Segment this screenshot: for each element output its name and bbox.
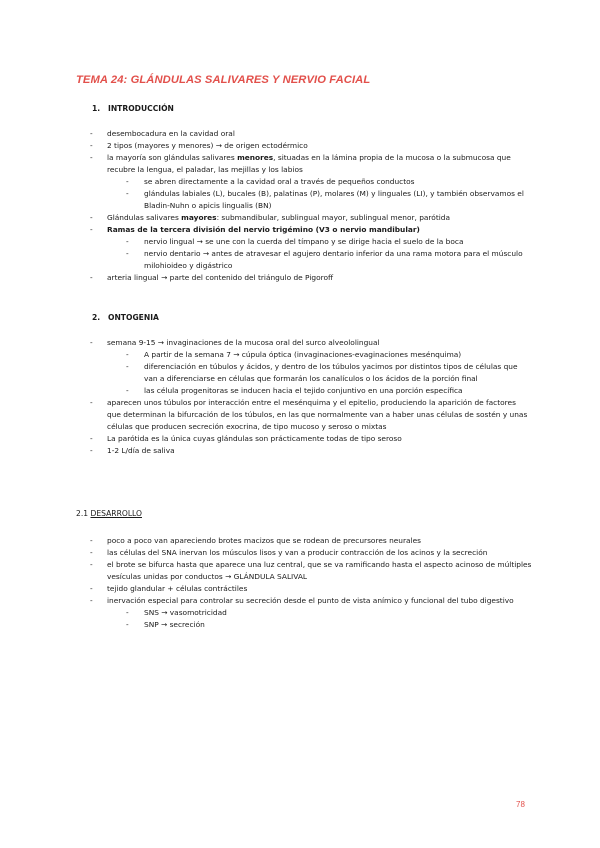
list-item: - arteria lingual → parte del contenido del triángulo de Pigoroff — [90, 273, 334, 282]
sublist — [126, 176, 532, 212]
section-1-list — [92, 128, 532, 284]
section-1-heading — [92, 104, 174, 113]
sublist — [126, 236, 532, 272]
sublist-item: - SNS → vasomotricidad — [126, 608, 227, 617]
list-item: - poco a poco van apareciendo brotes macizos que se rodean de precursores neurales — [90, 536, 422, 545]
section-2-list — [92, 337, 532, 457]
list-item: - tejido glandular + células contráctiles — [90, 584, 248, 593]
section-2-number: 2. — [92, 313, 101, 322]
section-2-1-heading — [76, 509, 142, 518]
section-2-1-number: 2.1 — [76, 509, 89, 518]
sublist-item: - nervio dentario → antes de atravesar el agujero dentario inferior da una rama motora para el músculo milohioideo y digástrico — [126, 249, 523, 270]
list-item: - 1-2 L/día de saliva — [90, 446, 175, 455]
list-item: - 2 tipos (mayores y menores) → de origen ectodérmico — [90, 141, 308, 150]
list-item: - Glándulas salivares mayores: submandibular, sublingual mayor, sublingual menor, parótida — [90, 213, 450, 222]
section-2-1-title: DESARROLLO — [90, 509, 142, 518]
section-2-1-list — [92, 535, 532, 631]
page-title: TEMA 24: GLÁNDULAS SALIVARES Y NERVIO FACIAL — [76, 74, 371, 86]
list-item: - Ramas de la tercera división del nervio trigémino (V3 o nervio mandibular) - nervio lingual → se une con la cuerda del tímpano y se dirige hacia el suelo de la boca - nervio dentario → antes de atravesar el agujero dentario inferior da una rama motora para el músculo milohioideo y digástrico — [92, 224, 532, 272]
list-item: - aparecen unos túbulos por interacción entre el mesénquima y el epitelio, produciendo la aparición de factores que determinan la bifurcación de los túbulos, en las que normalmente van a haber unas células de sostén y unas células que producen secreción exocrina, de tipo mucoso y seroso o mixtas — [90, 398, 528, 431]
page-number: 78 — [516, 800, 525, 809]
sublist-item: - A partir de la semana 7 → cúpula óptica (invaginaciones-evaginaciones mesénquima) — [126, 350, 462, 359]
sublist-item: - diferenciación en túbulos y ácidos, y dentro de los túbulos yacimos por distintos tipos de células que van a diferenciarse en células que formarán los canalículos o los ácidos de la porción final — [126, 362, 518, 383]
sublist-item: - se abren directamente a la cavidad oral a través de pequeños conductos — [126, 177, 415, 186]
sublist-item: - SNP → secreción — [126, 620, 205, 629]
list-item: - semana 9-15 → invaginaciones de la mucosa oral del surco alveololingual - A partir de la semana 7 → cúpula óptica (invaginaciones-evaginaciones mesénquima) - diferenciación en túbulos y ácidos, y dentro de los túbulos yacimos por distintos tipos de células que van a diferenciarse en células que formarán los canalículos o los ácidos de la porción final - las célula progenitoras se inducen hacia el tejido conjuntivo en una porción específica — [92, 337, 532, 397]
list-item: - el brote se bifurca hasta que aparece una luz central, que se va ramificando hasta el aspecto acinoso de múltiples vesículas unidas por conductos → GLÁNDULA SALIVAL — [90, 560, 532, 581]
section-1-title: INTRODUCCIÓN — [108, 104, 174, 113]
sublist-item: - glándulas labiales (L), bucales (B), palatinas (P), molares (M) y linguales (LI), y también observamos el Bladin-Nuhn o apicis lingualis (BN) — [126, 189, 524, 210]
section-2-title: ONTOGENIA — [108, 313, 159, 322]
list-item: - la mayoría son glándulas salivares menores, situadas en la lámina propia de la mucosa o la submucosa que recubre la lengua, el paladar, las mejillas y los labios - se abren directamente a la cavidad oral a través de pequeños conductos - glándulas labiales (L), bucales (B), palatinas (P), molares (M) y linguales (LI), y también observamos el Bladin-Nuhn o apicis lingualis (BN) — [92, 152, 532, 212]
sublist — [126, 607, 532, 631]
sublist-item: - nervio lingual → se une con la cuerda del tímpano y se dirige hacia el suelo de la boca — [126, 237, 464, 246]
list-item: - La parótida es la única cuyas glándulas son prácticamente todas de tipo seroso — [90, 434, 402, 443]
list-item: - inervación especial para controlar su secreción desde el punto de vista anímico y funcional del tubo digestivo - SNS → vasomotricidad - SNP → secreción — [92, 595, 532, 631]
section-1-number: 1. — [92, 104, 101, 113]
section-2-heading — [92, 313, 159, 322]
sublist-item: - las célula progenitoras se inducen hacia el tejido conjuntivo en una porción específica — [126, 386, 463, 395]
list-item: - las células del SNA inervan los músculos lisos y van a producir contracción de los acinos y la secreción — [90, 548, 488, 557]
list-item: - desembocadura en la cavidad oral — [90, 129, 235, 138]
sublist — [126, 349, 532, 397]
